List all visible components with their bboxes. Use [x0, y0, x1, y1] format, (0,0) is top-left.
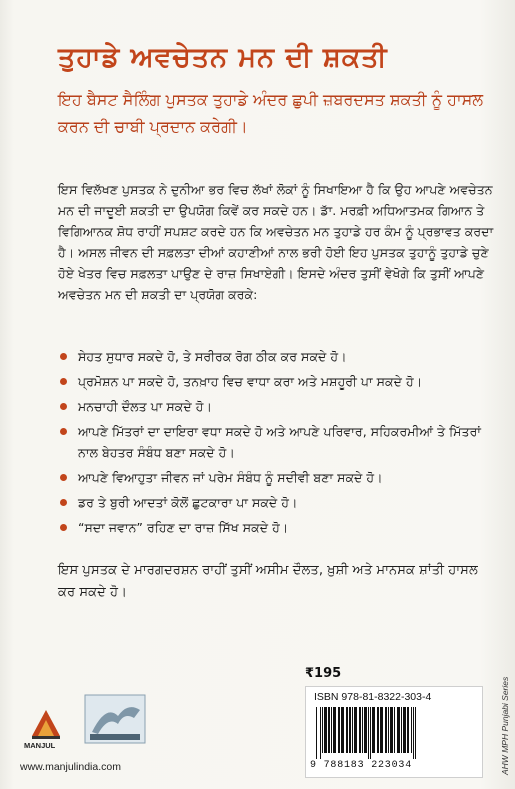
book-tagline: ਇਹ ਬੈਸਟ ਸੈਲਿੰਗ ਪੁਸਤਕ ਤੁਹਾਡੇ ਅੰਦਰ ਛੁਪੀ ਜ਼ਬਰਦਸਤ ਸ਼ਕਤੀ ਨੂੰ ਹਾਸਲ ਕਰਨ ਦੀ ਚਾਬੀ ਪ੍ਰਦਾਨ ਕਰੇਗੀ।: [58, 90, 484, 136]
list-item-text: ਡਰ ਤੇ ਬੁਰੀ ਆਦਤਾਂ ਕੋਲੋਂ ਛੁਟਕਾਰਾ ਪਾ ਸਕਦੇ ਹੋ।: [78, 495, 298, 510]
list-item: [58, 346, 498, 367]
bullet-dot-icon: [60, 524, 67, 531]
isbn-barcode: [305, 686, 483, 778]
barcode-icon: [314, 707, 474, 759]
list-item-text: ਮਨਚਾਹੀ ਦੌਲਤ ਪਾ ਸਕਦੇ ਹੋ।: [78, 399, 212, 414]
list-item: [58, 421, 498, 463]
bullet-dot-icon: [60, 353, 67, 360]
bullet-dot-icon: [60, 403, 67, 410]
benefits-list: [58, 346, 498, 542]
bullet-dot-icon: [60, 378, 67, 385]
isbn-text: ISBN 978-81-8322-303-4: [314, 691, 432, 703]
bullet-dot-icon: [60, 474, 67, 481]
bullet-dot-icon: [60, 428, 67, 435]
closing-paragraph: ਇਸ ਪੁਸਤਕ ਦੇ ਮਾਰਗਦਰਸ਼ਨ ਰਾਹੀਂ ਤੁਸੀਂ ਅਸੀਮ ਦੌਲਤ, ਖ਼ੁਸ਼ੀ ਅਤੇ ਮਾਨਸਕ ਸ਼ਾਂਤੀ ਹਾਸਲ ਕਰ ਸਕਦੇ ਹੋ।: [58, 563, 478, 600]
series-label: AHW MPH Punjabi Series: [500, 676, 510, 775]
list-item-text: “ਸਦਾ ਜਵਾਨ” ਰਹਿਣ ਦਾ ਰਾਜ਼ ਸਿੱਖ ਸਕਦੇ ਹੋ।: [78, 520, 289, 535]
list-item: [58, 371, 498, 392]
price-label: ₹195: [305, 666, 342, 681]
list-item-text: ਆਪਣੇ ਵਿਆਹੁਤਾ ਜੀਵਨ ਜਾਂ ਪਰੇਮ ਸੰਬੰਧ ਨੂੰ ਸਦੀਵੀ ਬਣਾ ਸਕਦੇ ਹੋ।: [78, 470, 383, 485]
bullet-dot-icon: [60, 499, 67, 506]
manjul-logo-icon: [28, 706, 64, 740]
description-paragraph: ਇਸ ਵਿਲੱਖਣ ਪੁਸਤਕ ਨੇ ਦੁਨੀਆ ਭਰ ਵਿਚ ਲੱਖਾਂ ਲੋਕਾਂ ਨੂੰ ਸਿਖਾਇਆ ਹੈ ਕਿ ਉਹ ਆਪਣੇ ਅਵਚੇਤਨ ਮਨ ਦੀ ਜਾਦੂਈ ਸ਼ਕਤੀ ਦਾ ਉਪਯੋਗ ਕਿਵੇਂ ਕਰ ਸਕਦੇ ਹਨ। ਡਾੱ. ਮਰਫ਼ੀ ਅਧਿਆਤਮਕ ਗਿਆਨ ਤੇ ਵਿਗਿਆਨਕ ਸ਼ੋਧ ਰਾਹੀਂ ਸਪਸ਼ਟ ਕਰਦੇ ਹਨ ਕਿ ਅਵਚੇਤਨ ਮਨ ਤੁਹਾਡੇ ਹਰ ਕੰਮ ਨੂੰ ਪ੍ਰਭਾਵਤ ਕਰਦਾ ਹੈ। ਅਸਲ ਜੀਵਨ ਦੀ ਸਫ਼ਲਤਾ ਦੀਆਂ ਕਹਾਣੀਆਂ ਨਾਲ ਭਰੀ ਹੋਈ ਇਹ ਪੁਸਤਕ ਤੁਹਾਨੂੰ ਤੁਹਾਡੇ ਚੁਣੇ ਹੋਏ ਖੇਤਰ ਵਿਚ ਸਫ਼ਲਤਾ ਪਾਉਣ ਦੇ ਰਾਜ਼ ਸਿਖਾਏਗੀ। ਇਸਦੇ ਅੰਦਰ ਤੁਸੀਂ ਵੇਖੋਗੇ ਕਿ ਤੁਸੀਂ ਆਪਣੇ ਅਵਚੇਤਨ ਮਨ ਦੀ ਸ਼ਕਤੀ ਦਾ ਪ੍ਰਯੋਗ ਕਰਕੇ:: [58, 182, 494, 302]
barcode-digits: 9 788183 223034: [310, 760, 413, 771]
book-title: ਤੁਹਾਡੇ ਅਵਚੇਤਨ ਮਨ ਦੀ ਸ਼ਕਤੀ: [58, 42, 388, 73]
imprint-logo-icon: [84, 694, 146, 744]
list-item-text: ਸੇਹਤ ਸੁਧਾਰ ਸਕਦੇ ਹੋ, ਤੇ ਸਰੀਰਕ ਰੋਗ ਠੀਕ ਕਰ ਸਕਦੇ ਹੋ।: [78, 349, 347, 364]
list-item: [58, 396, 498, 417]
list-item: [58, 467, 498, 488]
publisher-website: www.manjulindia.com: [20, 761, 121, 773]
list-item-text: ਆਪਣੇ ਮਿੱਤਰਾਂ ਦਾ ਦਾਇਰਾ ਵਧਾ ਸਕਦੇ ਹੋ ਅਤੇ ਆਪਣੇ ਪਰਿਵਾਰ, ਸਹਿਕਰਮੀਆਂ ਤੇ ਮਿੱਤਰਾਂ ਨਾਲ ਬੇਹਤਰ ਸੰਬੰਧ ਬਣਾ ਸਕਦੇ ਹੋ।: [78, 424, 481, 460]
list-item: [58, 517, 498, 538]
list-item: [58, 492, 498, 513]
list-item-text: ਪ੍ਰਮੋਸ਼ਨ ਪਾ ਸਕਦੇ ਹੋ, ਤਨਖ਼ਾਹ ਵਿਚ ਵਾਧਾ ਕਰਾ ਅਤੇ ਮਸ਼ਹੂਰੀ ਪਾ ਸਕਦੇ ਹੋ।: [78, 374, 423, 389]
publisher-logo-text: MANJUL: [24, 741, 56, 750]
